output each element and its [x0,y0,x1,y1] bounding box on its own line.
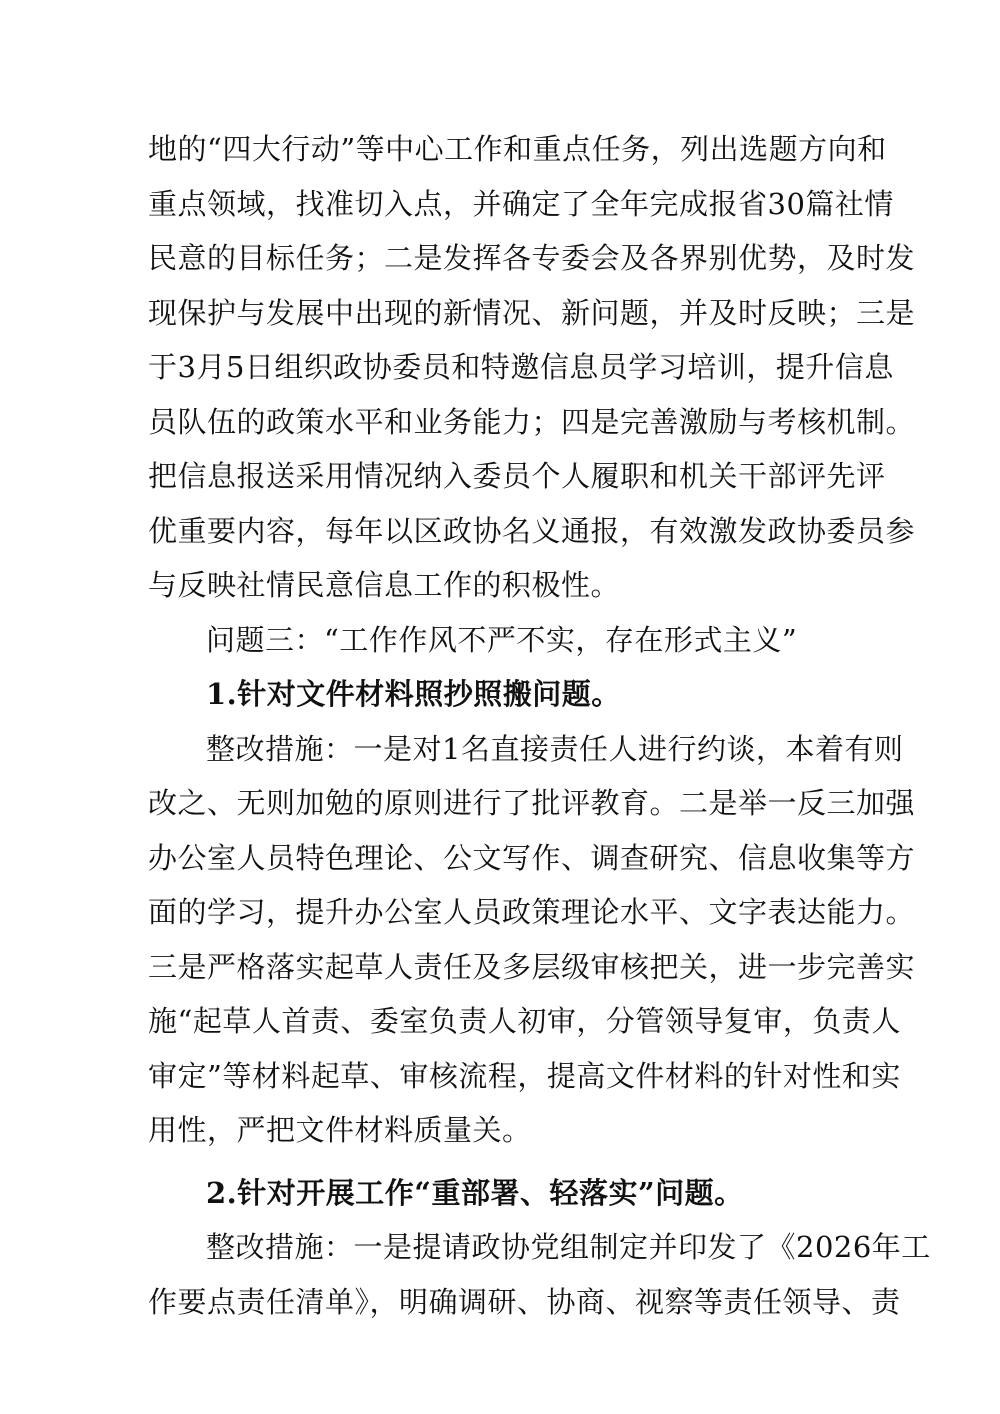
heading-item-one: 1.针对文件材料照抄照搬问题。 [206,677,621,711]
text-line: 作要点责任清单》，明确调研、协商、视察等责任领导、责 [148,1284,901,1319]
document-page [148,122,931,1329]
heading-problem-three: 问题三：“工作作风不严不实，存在形式主义” [206,622,798,657]
text-line: 重点领域，找准切入点，并确定了全年完成报省30篇社情 [148,186,894,221]
text-line: 改之、无则加勉的原则进行了批评教育。二是举一反三加强 [148,786,916,820]
paragraph-rectification-two [148,1220,931,1329]
text-line: 与反映社情民意信息工作的积极性。 [148,568,621,602]
text-line: 民意的目标任务；二是发挥各专委会及各界别优势，及时发 [148,241,916,275]
text-line: 把信息报送采用情况纳入委员个人履职和机关干部评先评 [148,459,886,493]
text-line: 整改措施：一是提请政协党组制定并印发了《2026年工 [206,1230,931,1264]
heading-item-two: 2.针对开展工作“重部署、轻落实”问题。 [206,1175,744,1210]
paragraph-rectification-one [148,722,916,1158]
paragraph-info-work [148,122,916,613]
text-line: 地的“四大行动”等中心工作和重点任务，列出选题方向和 [148,132,887,166]
text-line: 施“起草人首责、委室负责人初审，分管领导复审，负责人 [148,1004,901,1038]
text-line: 现保护与发展中出现的新情况、新问题，并及时反映；三是 [148,295,916,330]
text-line: 于3月5日组织政协委员和特邀信息员学习培训，提升信息 [148,350,894,384]
text-line: 员队伍的政策水平和业务能力；四是完善激励与考核机制。 [148,404,916,439]
text-line: 优重要内容，每年以区政协名义通报，有效激发政协委员参 [148,513,916,548]
text-line: 用性，严把文件材料质量关。 [148,1113,532,1147]
text-line: 整改措施：一是对1名直接责任人进行约谈，本着有则 [206,731,904,766]
text-line: 面的学习，提升办公室人员政策理论水平、文字表达能力。 [148,895,916,929]
text-line: 三是严格落实起草人责任及多层级审核把关，进一步完善实 [148,949,916,984]
text-line: 办公室人员特色理论、公文写作、调查研究、信息收集等方 [148,840,916,875]
text-line: 审定”等材料起草、审核流程，提高文件材料的针对性和实 [148,1058,901,1093]
